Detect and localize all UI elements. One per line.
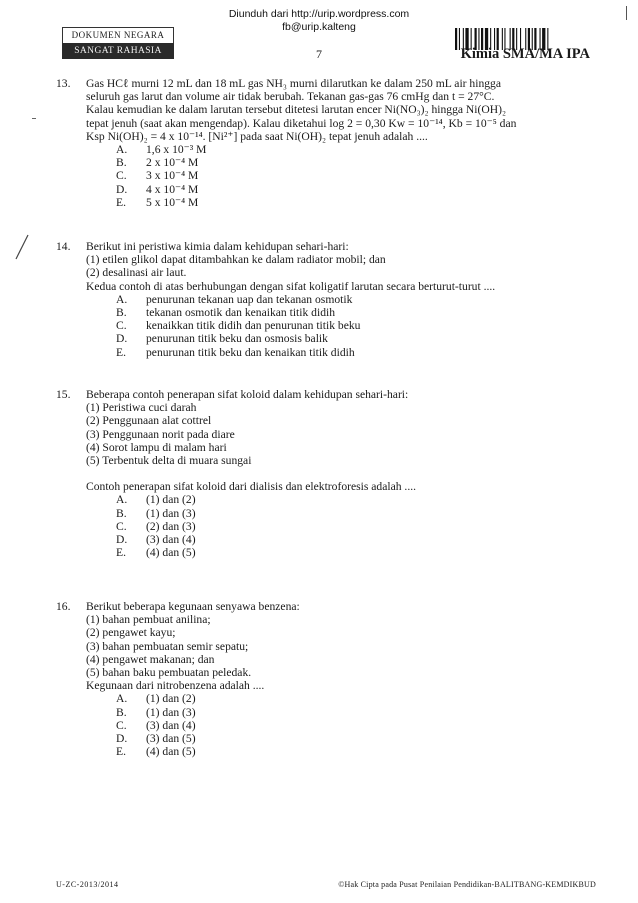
- option-c[interactable]: [116, 319, 596, 332]
- stem-line: Beberapa contoh penerapan sifat koloid dalam kehidupan sehari-hari:: [86, 388, 409, 401]
- option-b[interactable]: [116, 156, 596, 169]
- option-letter: D.: [116, 332, 128, 346]
- option-d[interactable]: [116, 183, 596, 196]
- option-text: penurunan titik beku dan kenaikan titik didih: [146, 345, 355, 359]
- option-letter: C.: [116, 169, 127, 183]
- option-letter: B.: [116, 506, 127, 520]
- option-text: penurunan tekanan uap dan tekanan osmotik: [146, 292, 353, 306]
- question-number: 15.: [56, 388, 71, 401]
- option-d[interactable]: [116, 732, 596, 745]
- question-number: 16.: [56, 600, 71, 613]
- option-text: (2) dan (3): [146, 519, 196, 533]
- option-d[interactable]: [116, 332, 596, 345]
- stem-line: tepat jenuh (saat akan mengendap). Kalau diketahui log 2 = 0,30 Kw = 10⁻¹⁴, Kb = 10⁻⁵ dan: [86, 116, 517, 130]
- stem-line: Berikut beberapa kegunaan senyawa benzena:: [86, 600, 300, 613]
- option-letter: A.: [116, 692, 128, 706]
- option-list: [116, 493, 596, 559]
- option-letter: D.: [116, 732, 128, 746]
- option-text: (1) dan (2): [146, 493, 196, 507]
- option-c[interactable]: [116, 520, 596, 533]
- option-text: (3) dan (4): [146, 718, 196, 732]
- stem-line: seluruh gas larut dan volume air tidak berubah. Tekanan gas-gas 76 cmHg dan t = 27°C.: [86, 90, 495, 104]
- option-text: 2 x 10⁻⁴ M: [146, 156, 199, 170]
- option-c[interactable]: [116, 719, 596, 732]
- document-classification-badge: DOKUMEN NEGARA: [62, 27, 174, 44]
- option-letter: E.: [116, 546, 126, 560]
- option-text: (1) dan (3): [146, 705, 196, 719]
- stem-line: (1) bahan pembuat anilina;: [86, 613, 211, 627]
- option-text: 3 x 10⁻⁴ M: [146, 169, 199, 183]
- question-number: 13.: [56, 77, 71, 90]
- margin-slash-mark: [14, 234, 30, 260]
- exam-code: U-ZC-2013/2014: [56, 880, 119, 889]
- stem-line: Berikut ini peristiwa kimia dalam kehidupan sehari-hari:: [86, 240, 349, 253]
- option-b[interactable]: [116, 507, 596, 520]
- stem-line: Contoh penerapan sifat koloid dari dialisis dan elektroforesis adalah ....: [86, 480, 417, 494]
- option-a[interactable]: [116, 493, 596, 506]
- stem-line: (1) Peristiwa cuci darah: [86, 401, 197, 415]
- option-text: 5 x 10⁻⁴ M: [146, 195, 199, 209]
- option-a[interactable]: [116, 293, 596, 306]
- option-text: (4) dan (5): [146, 745, 196, 759]
- option-letter: E.: [116, 745, 126, 759]
- option-e[interactable]: [116, 546, 596, 559]
- option-text: (3) dan (5): [146, 732, 196, 746]
- stem-line: (5) Terbentuk delta di muara sungai: [86, 454, 252, 468]
- secrecy-badge: SANGAT RAHASIA: [62, 43, 174, 59]
- stem-line: (2) pengawet kayu;: [86, 626, 176, 640]
- blank-line: [86, 467, 596, 480]
- option-text: (1) dan (2): [146, 692, 196, 706]
- option-text: (1) dan (3): [146, 506, 196, 520]
- option-text: 4 x 10⁻⁴ M: [146, 182, 199, 196]
- option-list: [116, 692, 596, 758]
- stem-line: (2) desalinasi air laut.: [86, 266, 187, 280]
- stem-line: Ksp Ni(OH)₂ = 4 x 10⁻¹⁴. [Ni²⁺] pada saat Ni(OH)₂ tepat jenuh adalah ....: [86, 129, 428, 143]
- option-letter: B.: [116, 156, 127, 170]
- source-url: Diunduh dari http://urip.wordpress.com: [228, 8, 410, 20]
- stem-line: Gas HCℓ murni 12 mL dan 18 mL gas NH₃ murni dilarutkan ke dalam 250 mL air hingga: [86, 77, 501, 90]
- option-letter: A.: [116, 493, 128, 507]
- option-letter: C.: [116, 319, 127, 333]
- option-letter: D.: [116, 533, 128, 547]
- page-number: 7: [316, 47, 322, 61]
- option-text: tekanan osmotik dan kenaikan titik didih: [146, 306, 336, 320]
- option-letter: C.: [116, 718, 127, 732]
- option-e[interactable]: [116, 196, 596, 209]
- option-letter: B.: [116, 705, 127, 719]
- option-text: penurunan titik beku dan osmosis balik: [146, 332, 328, 346]
- option-d[interactable]: [116, 533, 596, 546]
- stem-line: (4) pengawet makanan; dan: [86, 652, 215, 666]
- option-text: (3) dan (4): [146, 533, 196, 547]
- option-b[interactable]: [116, 706, 596, 719]
- stem-line: (4) Sorot lampu di malam hari: [86, 440, 227, 454]
- option-b[interactable]: [116, 306, 596, 319]
- option-a[interactable]: [116, 692, 596, 705]
- option-e[interactable]: [116, 346, 596, 359]
- stem-line: (2) Penggunaan alat cottrel: [86, 414, 212, 428]
- option-letter: A.: [116, 143, 128, 157]
- stem-line: Kegunaan dari nitrobenzena adalah ....: [86, 679, 265, 693]
- option-letter: C.: [116, 519, 127, 533]
- option-a[interactable]: [116, 143, 596, 156]
- stem-line: (1) etilen glikol dapat ditambahkan ke dalam radiator mobil; dan: [86, 253, 386, 267]
- copyright-notice: ©Hak Cipta pada Pusat Penilaian Pendidikan-BALITBANG-KEMDIKBUD: [338, 880, 596, 889]
- stem-line: (3) bahan pembuatan semir sepatu;: [86, 639, 249, 653]
- option-c[interactable]: [116, 169, 596, 182]
- option-letter: B.: [116, 306, 127, 320]
- subject-title: Kimia SMA/MA IPA: [460, 46, 590, 62]
- margin-dash-mark: [32, 118, 36, 119]
- stem-line: (5) bahan baku pembuatan peledak.: [86, 666, 252, 680]
- option-letter: D.: [116, 182, 128, 196]
- question-number: 14.: [56, 240, 71, 253]
- option-list: [116, 293, 596, 359]
- option-text: 1,6 x 10⁻³ M: [146, 143, 207, 157]
- option-e[interactable]: [116, 745, 596, 758]
- stem-line: Kedua contoh di atas berhubungan dengan sifat koligatif larutan secara berturut-turut ....: [86, 279, 496, 293]
- option-letter: E.: [116, 345, 126, 359]
- stem-line: (3) Penggunaan norit pada diare: [86, 427, 235, 441]
- stem-line: Kalau kemudian ke dalam larutan tersebut ditetesi larutan encer Ni(NO₃)₂ hingga Ni(OH)₂: [86, 103, 507, 117]
- option-text: kenaikkan titik didih dan penurunan titik beku: [146, 319, 361, 333]
- source-contact: fb@urip.kalteng: [282, 21, 356, 33]
- option-list: [116, 143, 596, 209]
- option-letter: A.: [116, 292, 128, 306]
- option-text: (4) dan (5): [146, 546, 196, 560]
- option-letter: E.: [116, 195, 126, 209]
